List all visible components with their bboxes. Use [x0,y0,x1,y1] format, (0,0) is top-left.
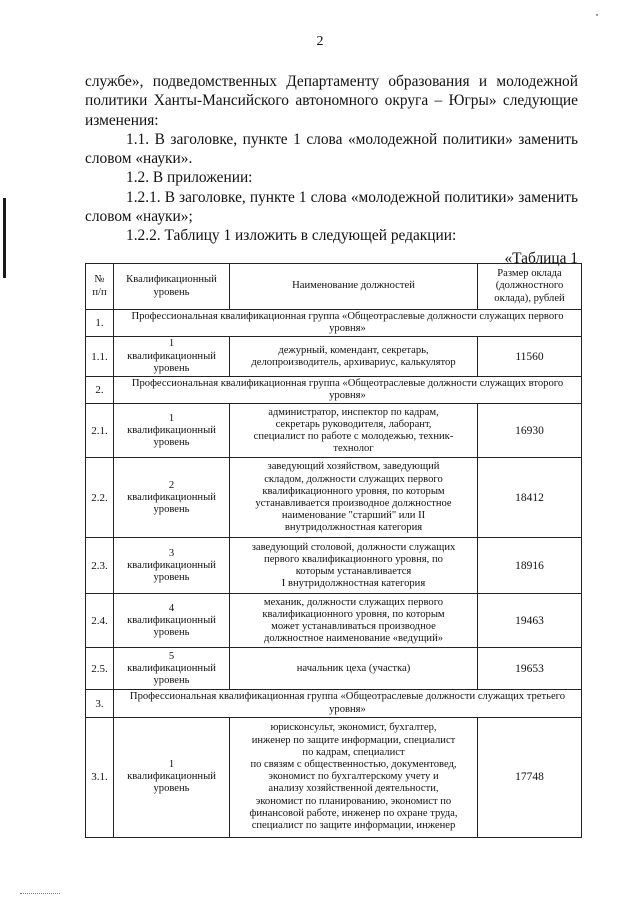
level-number: 5 [168,650,175,662]
intro-line-2: политики Ханты-Мансийского автономного округа – Югры» следующие [85,92,578,110]
position-line: I внутридолжностная категория [281,578,426,590]
header-salary: Размер оклада (должностного оклада), рублей [478,264,582,310]
level-number: 4 [168,602,175,614]
item-1-2: 1.2. В приложении: [126,169,253,187]
page-number: 2 [316,34,324,49]
table-caption: «Таблица 1 [504,249,578,267]
position-line: складом, должности служащих первого [264,473,443,485]
level-cell [114,337,230,377]
level-text: квалификационный уровень [127,350,216,374]
positions-cell [230,717,478,837]
position-line: квалификационного уровня, по которым [262,608,445,620]
table-row [86,337,582,377]
table-header-row [86,264,582,310]
salary-cell: 18412 [478,458,582,538]
positions-cell [230,404,478,458]
position-line: экономист по планированию, экономист по [255,795,452,807]
position-line: должностное наименование «ведущий» [263,633,444,645]
table-row [86,717,582,837]
position-line: заведующий хозяйством, заведующий [267,461,440,473]
position-line: анализу хозяйственной деятельности, [268,783,439,795]
group-title: Профессиональная квалификационная группа «Общеотраслевые должности служащих второго уровня» [114,377,582,404]
position-line: первого квалификационного уровня, по [264,553,443,565]
position-line: внутридолжностная категория [284,522,423,534]
scan-edge-mark [3,198,6,278]
table-row [86,458,582,538]
salary-table [85,263,582,838]
intro-line-1: службе», подведомственных Департаменту образования и молодежной [85,73,578,90]
group-num: 3. [86,690,114,717]
positions-cell [230,594,478,648]
level-number: 1 [168,759,175,771]
item-1-1-line-1: 1.1. В заголовке, пункте 1 слова «молодежной политики» заменить [126,130,578,148]
level-text: квалификационный уровень [127,662,216,687]
level-number: 3 [168,547,175,559]
position-line: специалист по работе с молодежью, техник- [253,430,454,442]
group-title: Профессиональная квалификационная группа «Общеотраслевые должности служащих первого уровня» [114,310,582,337]
position-line: наименование "старший" или II [281,510,426,522]
row-num: 1.1. [86,337,114,377]
position-line: механик, должности служащих первого [263,596,444,608]
level-number: 1 [168,338,175,350]
position-line: дежурный, комендант, секретарь, [278,344,429,356]
position-line: начальник цеха (участка) [296,662,411,674]
item-1-2-2: 1.2.2. Таблицу 1 изложить в следующей редакции: [126,227,457,245]
position-line: администратор, инспектор по кадрам, [268,406,439,418]
level-cell [114,538,230,594]
table-row [86,404,582,458]
positions-cell [230,458,478,538]
level-text: квалификационный уровень [127,491,216,516]
level-cell [114,648,230,690]
header-level: Квалификационный уровень [114,264,230,310]
group-num: 2. [86,377,114,404]
level-cell [114,594,230,648]
salary-cell: 19653 [478,648,582,690]
position-line: по связям с общественностью, документовед, [250,759,457,771]
group-row [86,690,582,717]
level-text: квалификационный уровень [127,771,216,795]
row-num: 2.5. [86,648,114,690]
scan-dots [20,893,60,895]
position-line: юрисконсульт, экономист, бухгалтер, [270,722,437,734]
salary-cell: 16930 [478,404,582,458]
salary-cell: 17748 [478,717,582,837]
row-num: 2.1. [86,404,114,458]
positions-cell [230,337,478,377]
level-number: 2 [168,479,175,491]
intro-line-3: изменения: [85,111,159,129]
group-title: Профессиональная квалификационная группа «Общеотраслевые должности служащих третьего уровня» [114,690,582,717]
group-row [86,310,582,337]
salary-cell: 19463 [478,594,582,648]
table-row [86,538,582,594]
level-cell [114,458,230,538]
row-num: 2.3. [86,538,114,594]
row-num: 2.4. [86,594,114,648]
position-line: экономист по бухгалтерскому учету и [268,771,439,783]
position-line: секретарь руководителя, лаборант, [275,418,432,430]
position-line: специалист по защите информации, инженер [251,820,456,832]
position-line: заведующий столовой, должности служащих [251,541,456,553]
item-1-1-line-2: словом «науки». [85,150,193,168]
document-body [85,72,578,268]
group-row [86,377,582,404]
header-positions: Наименование должностей [230,264,478,310]
level-text: квалификационный уровень [127,424,216,449]
position-line: по кадрам, специалист [302,746,405,758]
position-line: квалификационного уровня, по которым [262,485,445,497]
row-num: 2.2. [86,458,114,538]
level-text: квалификационный уровень [127,559,216,584]
position-line: технолог [333,443,374,455]
group-num: 1. [86,310,114,337]
item-1-2-1-line-2: словом «науки»; [85,208,193,226]
level-text: квалификационный уровень [127,614,216,639]
level-cell [114,404,230,458]
scan-speck [596,14,598,16]
level-cell [114,717,230,837]
position-line: делопроизводитель, архивариус, калькулятор [251,356,456,368]
position-line: может устанавливаться производное [271,620,436,632]
table-row [86,648,582,690]
position-line: устанавливается производное должностное [255,497,452,509]
level-number: 1 [168,412,175,424]
row-num: 3.1. [86,717,114,837]
positions-cell [230,648,478,690]
position-line: которым устанавливается [295,565,412,577]
table-row [86,594,582,648]
position-line: финансовой работе, инженер по охране труда, [249,807,458,819]
item-1-2-1-line-1: 1.2.1. В заголовке, пункте 1 слова «молодежной политики» заменить [126,188,578,206]
positions-cell [230,538,478,594]
position-line: инженер по защите информации, специалист [251,734,456,746]
header-num: № п/п [86,264,114,310]
salary-cell: 11560 [478,337,582,377]
salary-cell: 18916 [478,538,582,594]
